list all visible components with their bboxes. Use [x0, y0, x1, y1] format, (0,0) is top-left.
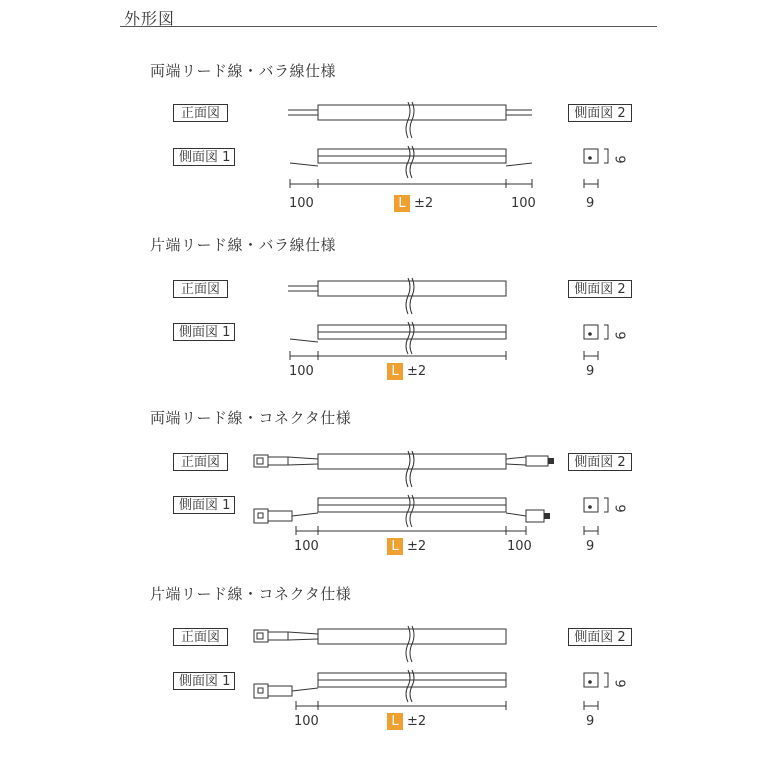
front-view-drawing: [254, 626, 506, 662]
side-view-2-label: 側面図 2: [568, 104, 632, 122]
length-tolerance: ±2: [414, 196, 434, 211]
profile-height: 9: [611, 504, 627, 513]
length-tolerance: ±2: [407, 364, 427, 379]
page-title: 外形図: [124, 9, 176, 28]
side-view-2-label: 側面図 2: [568, 280, 632, 298]
left-lead-length: 100: [294, 539, 319, 554]
section-both-leads-bare: [0, 60, 778, 230]
profile-width: 9: [586, 196, 595, 211]
front-view-label: 正面図: [173, 628, 228, 646]
section-both-leads-connector: [0, 407, 778, 577]
front-view-label: 正面図: [173, 280, 228, 298]
section-title: 片端リード線・バラ線仕様: [150, 236, 337, 254]
side-view-1-label: 側面図 1: [173, 496, 235, 514]
section-one-lead-connector: [0, 583, 778, 753]
front-view-drawing: [288, 278, 506, 314]
length-tolerance: ±2: [407, 714, 427, 729]
profile-height: 9: [611, 331, 627, 340]
left-lead-length: 100: [294, 714, 319, 729]
length-badge: L: [387, 713, 403, 730]
side-view-2-drawing: [584, 325, 608, 360]
profile-height: 9: [611, 679, 627, 688]
left-lead-length: 100: [289, 364, 314, 379]
side-view-1-label: 側面図 1: [173, 323, 235, 341]
side-view-1-drawing: [254, 670, 506, 710]
front-view-label: 正面図: [173, 104, 228, 122]
right-lead-length: 100: [507, 539, 532, 554]
section-one-lead-bare: [0, 234, 778, 404]
length-badge: L: [394, 195, 410, 212]
length-tolerance: ±2: [407, 539, 427, 554]
side-view-2-label: 側面図 2: [568, 453, 632, 471]
length-badge: L: [387, 538, 403, 555]
side-view-1-drawing: [254, 495, 550, 535]
profile-width: 9: [586, 539, 595, 554]
title-divider: [120, 26, 657, 27]
profile-width: 9: [586, 364, 595, 379]
section-title: 両端リード線・バラ線仕様: [150, 62, 337, 80]
front-view-label: 正面図: [173, 453, 228, 471]
front-view-drawing: [254, 451, 554, 487]
side-view-1-drawing: [290, 146, 532, 188]
side-view-2-label: 側面図 2: [568, 628, 632, 646]
profile-width: 9: [586, 714, 595, 729]
side-view-1-drawing: [290, 322, 506, 360]
section-title: 片端リード線・コネクタ仕様: [150, 585, 352, 603]
section-title: 両端リード線・コネクタ仕様: [150, 409, 352, 427]
left-lead-length: 100: [289, 196, 314, 211]
profile-height: 9: [611, 155, 627, 164]
front-view-drawing: [288, 102, 532, 138]
strip-drawing: [0, 60, 778, 230]
side-view-1-label: 側面図 1: [173, 672, 235, 690]
side-view-1-label: 側面図 1: [173, 148, 235, 166]
side-view-2-drawing: [584, 498, 608, 535]
side-view-2-drawing: [584, 673, 608, 710]
side-view-2-drawing: [584, 149, 608, 188]
length-badge: L: [387, 363, 403, 380]
right-lead-length: 100: [511, 196, 536, 211]
